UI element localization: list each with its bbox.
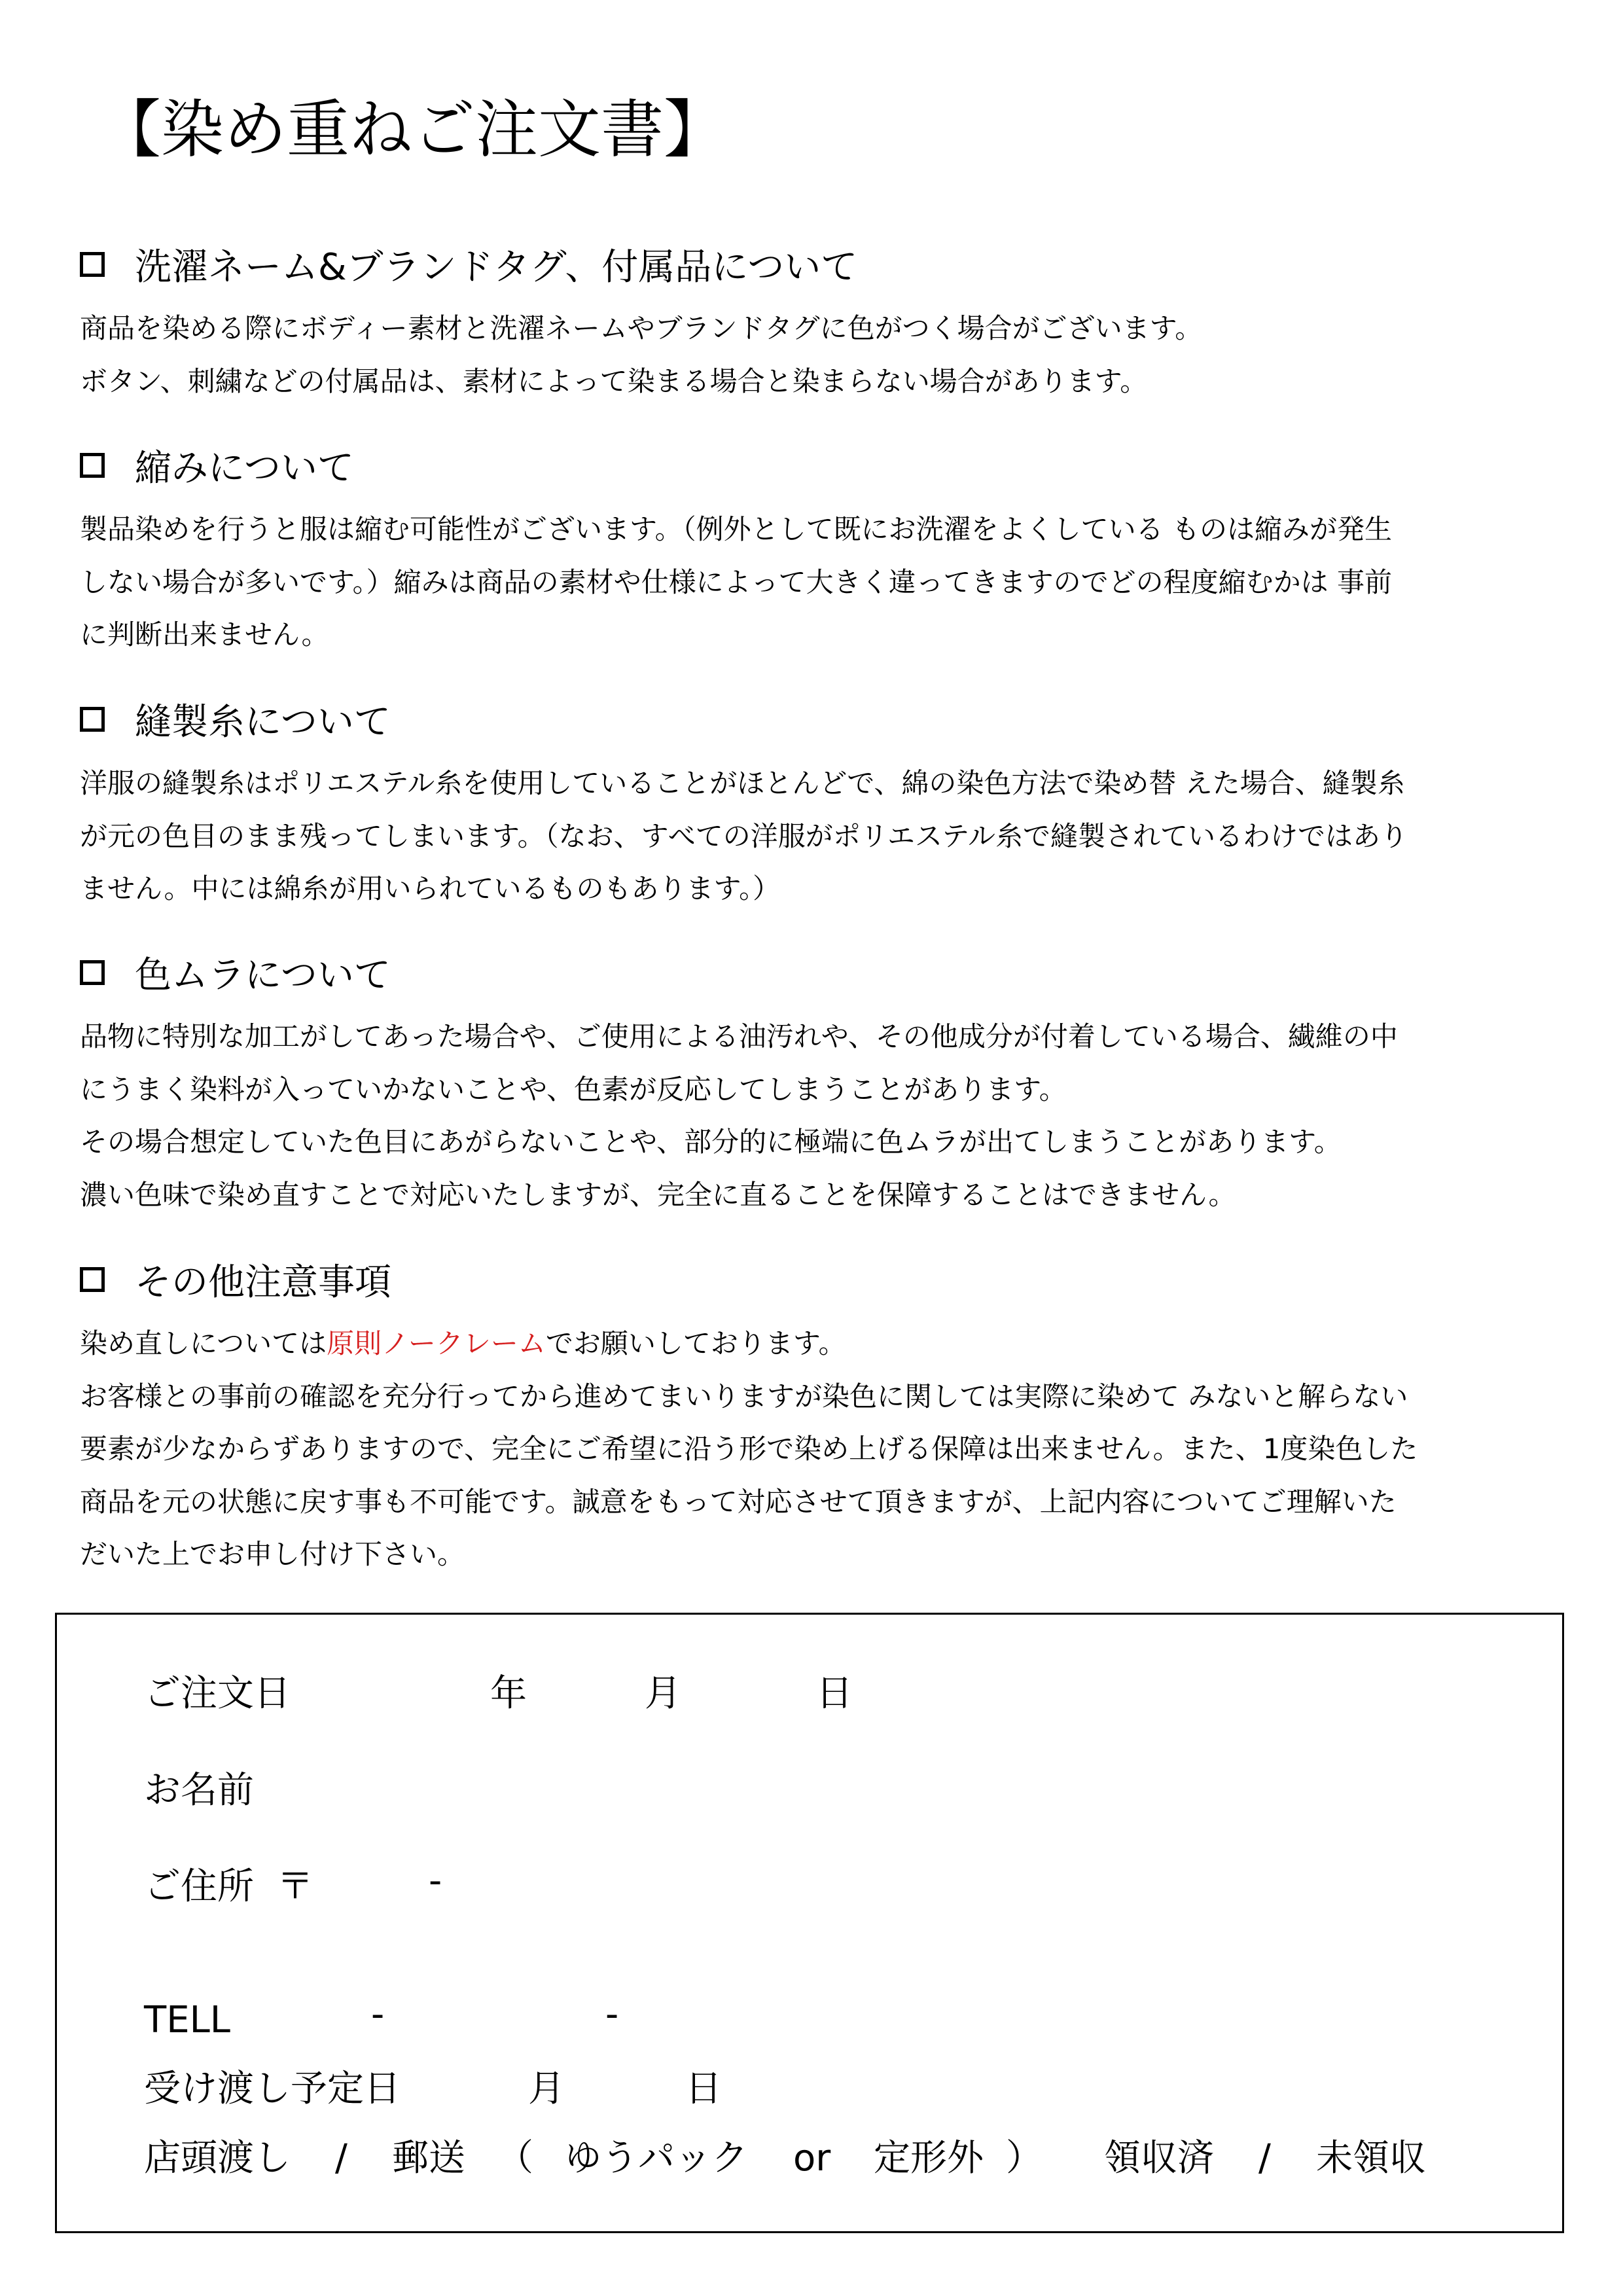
or-text: or <box>793 2137 831 2179</box>
body-line: にうまく染料が入っていかないことや、色素が反応してしまうことがあります。 <box>80 1073 1067 1105</box>
section-laundry-tags <box>80 238 1546 408</box>
body-line: だいた上でお申し付け下さい。 <box>80 1538 465 1570</box>
body-line: 要素が少なからずありますので、完全にご希望に沿う形で染め上げる保障は出来ません。また、1度染色した <box>80 1433 1418 1465</box>
delivery-date-label: 受け渡し予定日 <box>144 2068 401 2110</box>
body-line: ません。中には綿糸が用いられているものもあります。） <box>80 872 781 905</box>
option-mail: 郵送 <box>392 2137 465 2179</box>
tel-dash-1: - <box>371 1993 385 2036</box>
section-heading <box>80 439 1546 492</box>
delivery-month: 月 <box>528 2068 565 2110</box>
no-claim-suffix: でお願いしております。 <box>545 1327 846 1359</box>
no-claim-highlight: 原則ノークレーム <box>327 1327 546 1359</box>
section-heading-text: 縫製糸について <box>135 701 391 744</box>
order-date-label: ご注文日 <box>144 1672 291 1715</box>
section-body <box>80 503 1546 662</box>
paren-close: ） <box>1006 2137 1043 2179</box>
section-other-notes <box>80 1253 1546 1581</box>
section-heading <box>80 238 1546 291</box>
body-line: 洋服の縫製糸はポリエステル糸を使用していることがほとんどで、綿の染色方法で染め替 えた場合、縫製糸 <box>80 767 1405 799</box>
section-body <box>80 757 1546 916</box>
body-line: 商品を元の状態に戻す事も不可能です。誠意をもって対応させて頂きますが、上記内容についてご理解いた <box>80 1485 1397 1518</box>
body-line: に判断出来ません。 <box>80 619 329 651</box>
body-line: 製品染めを行うと服は縮む可能性がございます。（例外として既にお洗濯をよくしている ものは縮みが発生 <box>80 513 1392 545</box>
checkbox-other-notes[interactable] <box>80 1267 105 1292</box>
section-heading-text: 洗濯ネーム&ブランドタグ、付属品について <box>135 246 858 289</box>
body-line: ボタン、刺繍などの付属品は、素材によって染まる場合と染まらない場合があります。 <box>80 365 1148 397</box>
receipt-done: 領収済 <box>1104 2137 1214 2179</box>
receipt-pending: 未領収 <box>1316 2137 1426 2179</box>
body-line: 濃い色味で染め直すことで対応いたしますが、完全に直ることを保障することはできません。 <box>80 1178 1236 1211</box>
tel-label: TELL <box>144 1999 230 2041</box>
section-thread <box>80 693 1546 916</box>
checkbox-shrinkage[interactable] <box>80 453 105 478</box>
body-line: が元の色目のまま残ってしまいます。（なお、すべての洋服がポリエステル糸で縫製されているわけではあり <box>80 819 1408 852</box>
postal-mark: 〒 <box>277 1865 313 1908</box>
checkbox-color-unevenness[interactable] <box>80 960 105 985</box>
order-date-day: 日 <box>816 1672 853 1715</box>
page-title: 【染め重ねご注文書】 <box>98 93 726 166</box>
section-heading-text: その他注意事項 <box>135 1261 391 1304</box>
name-label: お名前 <box>144 1769 254 1812</box>
paren-open: （ <box>497 2137 533 2179</box>
order-date-month: 月 <box>645 1672 681 1715</box>
section-heading-text: 縮みについて <box>135 447 354 490</box>
section-body <box>80 302 1546 408</box>
postal-dash: - <box>429 1859 442 1902</box>
delivery-day: 日 <box>685 2068 722 2110</box>
option-teikeigai: 定形外 <box>874 2137 984 2179</box>
section-shrinkage <box>80 439 1546 662</box>
no-claim-prefix: 染め直しについては <box>80 1327 327 1359</box>
section-body <box>80 1318 1546 1581</box>
section-heading <box>80 693 1546 745</box>
body-line: しない場合が多いです。）縮みは商品の素材や仕様によって大きく違ってきますのでどの程度縮むかは 事前 <box>80 565 1392 598</box>
tel-dash-2: - <box>605 1993 619 2036</box>
receipt-slash: / <box>1258 2137 1271 2179</box>
section-color-unevenness <box>80 946 1546 1221</box>
checkbox-thread[interactable] <box>80 707 105 732</box>
separator-slash: / <box>335 2137 348 2179</box>
body-line: その場合想定していた色目にあがらないことや、部分的に極端に色ムラが出てしまうことがあります。 <box>80 1126 1342 1158</box>
option-yupack: ゆうパック <box>565 2137 748 2179</box>
checkbox-laundry-tags[interactable] <box>80 252 105 277</box>
order-date-year: 年 <box>490 1672 527 1715</box>
body-line: 品物に特別な加工がしてあった場合や、ご使用による油汚れや、その他成分が付着している場合、繊維の中 <box>80 1020 1398 1052</box>
body-line: お客様との事前の確認を充分行ってから進めてまいりますが染色に関しては実際に染めて みないと解らない <box>80 1380 1408 1412</box>
option-store-pickup: 店頭渡し <box>144 2137 291 2179</box>
body-line: 商品を染める際にボディー素材と洗濯ネームやブランドタグに色がつく場合がございます。 <box>80 312 1203 344</box>
body-line-no-claim <box>80 1318 1546 1371</box>
section-body <box>80 1011 1546 1221</box>
order-form-box <box>55 1613 1564 2233</box>
section-heading <box>80 1253 1546 1306</box>
section-heading-text: 色ムラについて <box>135 954 391 997</box>
section-heading <box>80 946 1546 999</box>
address-label: ご住所 <box>144 1865 254 1908</box>
